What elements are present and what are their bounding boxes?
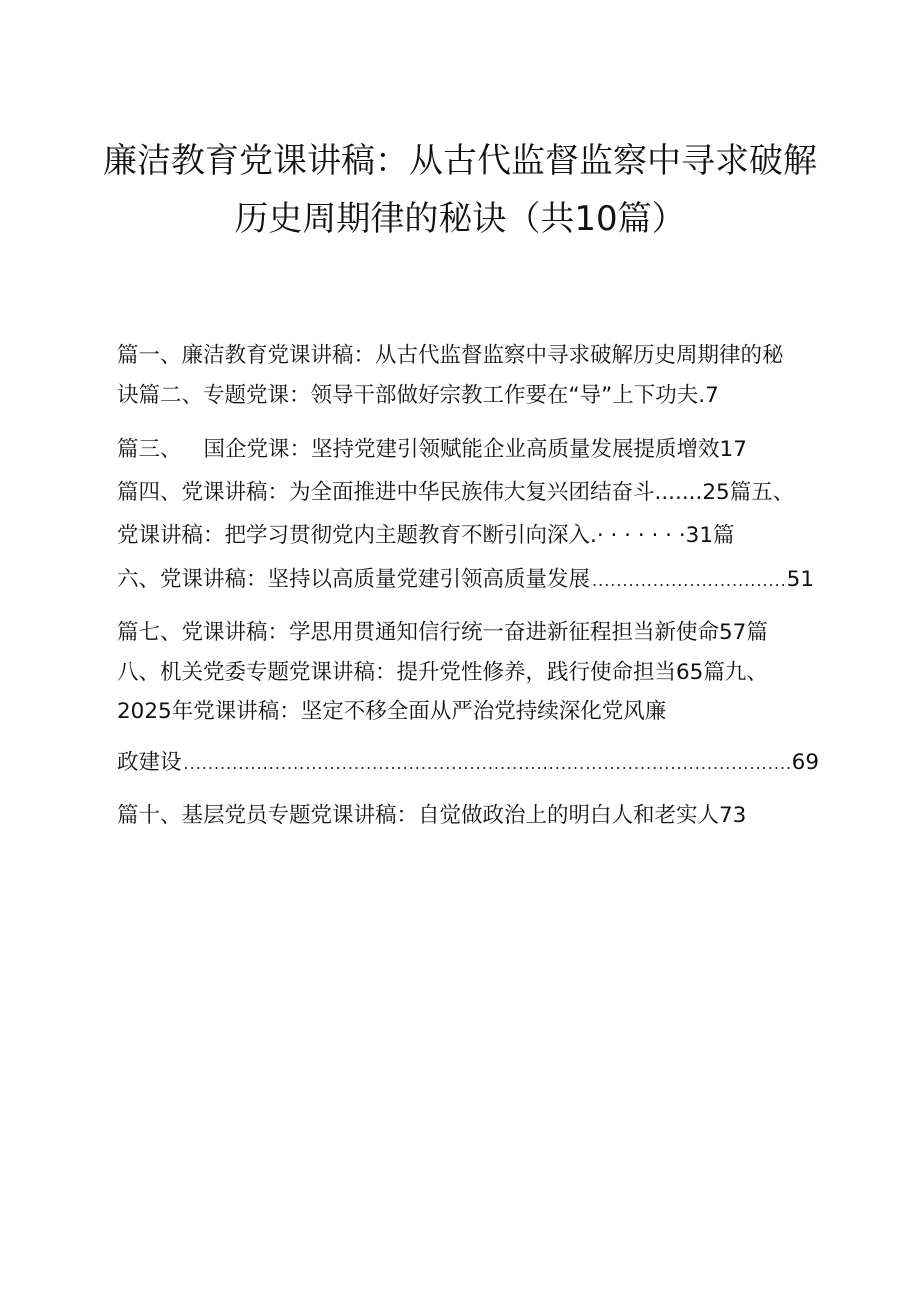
dot-leader	[592, 565, 785, 596]
toc-line-6-page: 51	[786, 567, 814, 592]
toc-line-2: 诀篇二、专题党课：领导干部做好宗教工作要在“导”上下功夫.7	[117, 383, 719, 408]
title-line-2: 历史周期律的秘诀（共10篇）	[234, 199, 686, 239]
toc-line-6	[117, 565, 822, 596]
toc-line-4: 篇四、党课讲稿：为全面推进中华民族伟大复兴团结奋斗.......25篇五、	[117, 480, 795, 505]
toc-line-3	[117, 435, 822, 465]
title-line-1: 廉洁教育党课讲稿：从古代监督监察中寻求破解	[103, 141, 817, 181]
toc-line-11: 篇十、基层党员专题党课讲稿：自觉做政治上的明白人和老实人73	[117, 803, 747, 828]
document-title	[0, 132, 920, 248]
toc-line-7: 篇七、党课讲稿：学思用贯通知信行统一奋进新征程担当新使命57篇	[117, 620, 768, 645]
toc-line-10	[117, 748, 822, 779]
toc-line-1: 篇一、廉洁教育党课讲稿：从古代监督监察中寻求破解历史周期律的秘	[117, 343, 784, 368]
dot-leader	[184, 748, 790, 779]
toc-line-5: 党课讲稿：把学习贯彻党内主题教育不断引向深入.· · · · · · ·31篇	[117, 523, 735, 548]
toc-line-6-text: 六、党课讲稿：坚持以高质量党建引领高质量发展	[117, 567, 591, 592]
toc-line-8: 八、机关党委专题党课讲稿：提升党性修养，践行使命担当65篇九、	[117, 660, 768, 685]
toc-line-9: 2025年党课讲稿：坚定不移全面从严治党持续深化党风廉	[117, 699, 667, 724]
toc-line-3-text: 国企党课：坚持党建引领赋能企业高质量发展提质增效17	[203, 437, 747, 462]
toc-line-3-prefix: 篇三、	[117, 437, 182, 462]
toc-line-10-text: 政建设	[117, 750, 182, 775]
toc-line-10-page: 69	[791, 750, 819, 775]
